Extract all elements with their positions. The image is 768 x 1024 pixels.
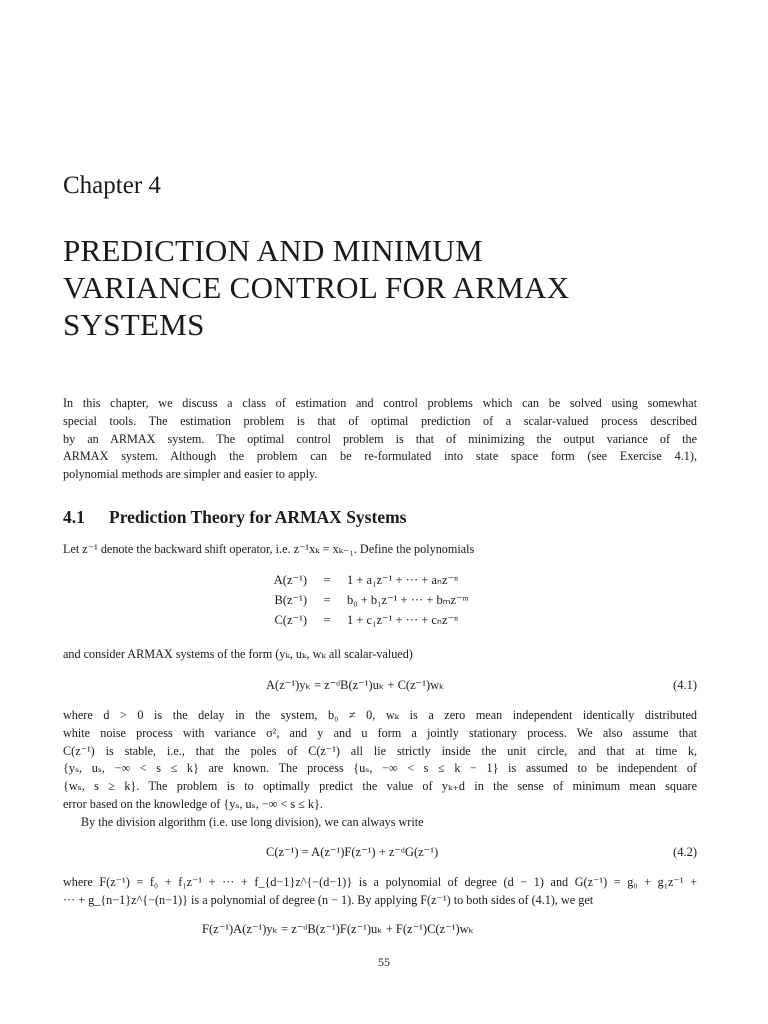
text-line: In this chapter, we discuss a class of estimation and control problems which can be solved using somewhat xyxy=(63,396,697,410)
section-heading xyxy=(63,507,406,528)
text-line: where d > 0 is the delay in the system, b₀ ≠ 0, wₖ is a zero mean independent identically distributed xyxy=(63,708,697,722)
equation-expression: F(z⁻¹)A(z⁻¹)yₖ = z⁻ᵈB(z⁻¹)F(z⁻¹)uₖ + F(z⁻¹)C(z⁻¹)wₖ xyxy=(202,922,474,936)
text-line: where F(z⁻¹) = f₀ + f₁z⁻¹ + ··· + f_{d−1}z^{−(d−1)} is a polynomial of degree (d − 1) and G(z⁻¹) = g₀ + g₁z⁻¹ + xyxy=(63,875,697,889)
equation-relation: = xyxy=(323,613,331,627)
equation-lhs: A(z⁻¹) xyxy=(273,573,307,587)
section-number: 4.1 xyxy=(63,507,85,527)
polynomial-definitions xyxy=(263,570,469,630)
equation-relation: = xyxy=(323,593,331,607)
text-line: {yₛ, uₛ, −∞ < s ≤ k} are known. The process {uₛ, −∞ < s ≤ k − 1} is assumed to be independent of xyxy=(63,761,697,776)
text-line: polynomial methods are simpler and easier to apply. xyxy=(63,467,318,482)
equation-lhs: B(z⁻¹) xyxy=(274,593,307,607)
equation-row xyxy=(263,570,469,590)
let-paragraph xyxy=(63,541,697,559)
text-line: white noise process with variance σ², and y and u form a jointly stationary process. We also assume that xyxy=(63,725,697,740)
text-line: {wₛ, s ≥ k}. The problem is to optimally predict the value of yₖ₊d in the sense of minimum mean square xyxy=(63,779,697,794)
equation-4-2 xyxy=(63,842,697,862)
equation-final xyxy=(63,919,697,939)
equation-rhs: 1 + a₁z⁻¹ + ··· + aₙz⁻ⁿ xyxy=(347,573,459,587)
text-line: C(z⁻¹) is stable, i.e., that the poles of C(z⁻¹) all lie strictly inside the unit circle, and that at time k, xyxy=(63,743,697,758)
equation-rhs: 1 + c₁z⁻¹ + ··· + cₙz⁻ⁿ xyxy=(347,613,459,627)
equation-relation: = xyxy=(323,573,331,587)
consider-paragraph xyxy=(63,646,697,664)
text-line: by an ARMAX system. The optimal control problem is that of minimizing the output variance of the xyxy=(63,431,697,446)
equation-rhs: b₀ + b₁z⁻¹ + ··· + bₘz⁻ᵐ xyxy=(347,593,469,607)
intro-paragraph xyxy=(63,395,697,484)
equation-expression: C(z⁻¹) = A(z⁻¹)F(z⁻¹) + z⁻ᵈG(z⁻¹) xyxy=(266,845,439,859)
equation-expression: A(z⁻¹)yₖ = z⁻ᵈB(z⁻¹)uₖ + C(z⁻¹)wₖ xyxy=(266,678,445,692)
text-line: error based on the knowledge of {yₛ, uₛ, −∞ < s ≤ k}. xyxy=(63,796,323,811)
equation-number: (4.2) xyxy=(673,845,697,859)
equation-number: (4.1) xyxy=(673,678,697,692)
text-line: and consider ARMAX systems of the form (yₖ, uₖ, wₖ all scalar-valued) xyxy=(63,647,413,661)
page-number: 55 xyxy=(378,955,390,969)
chapter-title xyxy=(63,232,569,343)
equation-row xyxy=(263,590,469,610)
equation-lhs: C(z⁻¹) xyxy=(274,613,307,627)
equation-4-1 xyxy=(63,675,697,695)
where2-paragraph xyxy=(63,874,697,910)
where-paragraph xyxy=(63,707,697,832)
chapter-label: Chapter 4 xyxy=(63,172,161,199)
text-line: special tools. The estimation problem is that of optimal prediction of a scalar-valued process described xyxy=(63,413,697,428)
chapter-title-line: VARIANCE CONTROL FOR ARMAX xyxy=(63,270,570,305)
equation-row xyxy=(263,610,469,630)
text-line: ARMAX system. Although the problem can be re-formulated into state space form (see Exercise 4.1), xyxy=(63,449,697,464)
section-title: Prediction Theory for ARMAX Systems xyxy=(109,507,407,527)
chapter-title-line: SYSTEMS xyxy=(63,307,205,342)
text-line: ··· + g_{n−1}z^{−(n−1)} is a polynomial of degree (n − 1). By applying F(z⁻¹) to both sides of (4.1), we get xyxy=(63,892,594,907)
text-line: By the division algorithm (i.e. use long division), we can always write xyxy=(81,814,424,829)
text-line: Let z⁻¹ denote the backward shift operator, i.e. z⁻¹xₖ = xₖ₋₁. Define the polynomials xyxy=(63,542,475,556)
chapter-title-line: PREDICTION AND MINIMUM xyxy=(63,233,483,268)
